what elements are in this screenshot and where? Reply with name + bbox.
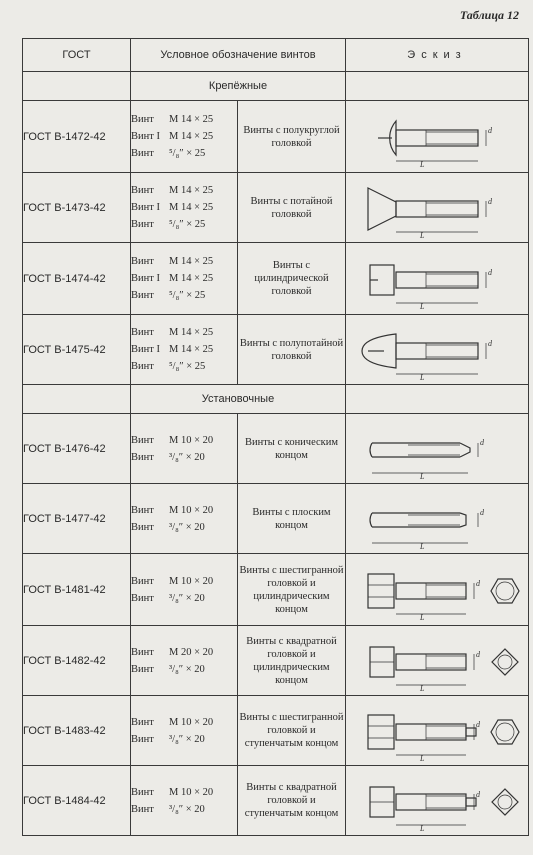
designation-line [131,216,237,233]
designation-mark: Винт [131,592,154,604]
table-row [23,484,529,554]
length-label: L [420,230,425,240]
designation-size: М 10 × 20 [169,434,214,446]
designation-line [131,784,237,801]
screw-table [22,38,529,836]
diameter-label: d [480,507,484,517]
screw-sketch-hex-step [348,697,526,765]
gost-number: ГОСТ В-1476-42 [23,414,131,484]
length-label: L [420,683,425,693]
diameter-label: d [476,789,480,799]
designation-line [131,714,237,731]
designation-line [131,324,237,341]
diameter-label: d [488,338,492,348]
designation-size: ⁵/₈″ × 25 [169,290,206,301]
designation-cell [131,484,238,554]
designation-mark: Винт [131,733,154,745]
designation-line [131,502,237,519]
designation-cell [131,243,238,315]
designation-line [131,253,237,270]
sketch-cell [346,626,529,696]
screw-description: Винты с цилиндрической головкой [238,243,346,315]
length-label: L [420,301,425,311]
screw-sketch-round-head [348,103,526,171]
designation-size: М 14 × 25 [169,114,214,125]
table-caption: Таблица 12 [459,8,519,22]
designation-size: ⁵/₈″ × 25 [169,361,206,372]
designation-line [131,358,237,375]
section-row [23,385,529,414]
screw-description: Винты с квадратной головкой и ступенчатым концом [238,766,346,836]
designation-cell [131,766,238,836]
table-row [23,101,529,173]
screw-sketch-set-flat [348,485,526,553]
designation-mark: Винт [131,361,154,372]
designation-size: ³/₈″ × 20 [169,592,205,604]
table-row [23,315,529,385]
designation-mark: Винт [131,185,154,196]
designation-mark: Винт [131,256,154,267]
designation-size: М 14 × 25 [169,256,214,267]
designation-mark: Винт I [131,273,160,284]
designation-mark: Винт I [131,344,160,355]
screw-sketch-square-cyl [348,627,526,695]
designation-mark: Винт [131,646,154,658]
length-label: L [420,753,425,763]
designation-cell [131,414,238,484]
designation-cell [131,315,238,385]
designation-line [131,519,237,536]
table-row [23,173,529,243]
gost-number: ГОСТ В-1482-42 [23,626,131,696]
designation-mark: Винт [131,803,154,815]
designation-line [131,644,237,661]
designation-line [131,573,237,590]
designation-size: М 14 × 25 [169,273,214,284]
designation-line [131,661,237,678]
diameter-label: d [476,649,480,659]
designation-mark: Винт I [131,202,160,213]
length-label: L [420,372,425,382]
screw-sketch-raised-countersunk [348,316,526,384]
designation-cell [131,696,238,766]
table-row [23,414,529,484]
table-row [23,696,529,766]
gost-number: ГОСТ В-1483-42 [23,696,131,766]
designation-size: М 10 × 20 [169,716,214,728]
gost-number: ГОСТ В-1475-42 [23,315,131,385]
sketch-cell [346,173,529,243]
length-label: L [420,159,425,169]
section-sketch-spacer [346,72,529,101]
designation-line [131,287,237,304]
designation-size: М 14 × 25 [169,344,214,355]
screw-sketch-cylinder-head [348,245,526,313]
designation-size: ³/₈″ × 20 [169,803,205,815]
sketch-cell [346,696,529,766]
designation-line [131,145,237,162]
designation-mark: Винт [131,663,154,675]
designation-mark: Винт [131,786,154,798]
section-sketch-spacer [346,385,529,414]
gost-number: ГОСТ В-1472-42 [23,101,131,173]
sketch-cell [346,554,529,626]
sketch-cell [346,766,529,836]
diameter-label: d [488,196,492,206]
designation-mark: Винт [131,575,154,587]
sketch-cell [346,243,529,315]
designation-size: М 14 × 25 [169,131,214,142]
designation-cell [131,554,238,626]
sketch-cell [346,101,529,173]
designation-size: ⁵/₈″ × 25 [169,219,206,230]
designation-size: ³/₈″ × 20 [169,733,205,745]
designation-line [131,731,237,748]
screw-sketch-hex-cyl [348,556,526,624]
designation-mark: Винт [131,114,154,125]
diameter-label: d [480,437,484,447]
designation-size: ⁵/₈″ × 25 [169,148,206,159]
designation-mark: Винт [131,148,154,159]
section-spacer [23,385,131,414]
designation-size: М 14 × 25 [169,185,214,196]
designation-size: ³/₈″ × 20 [169,521,205,533]
designation-cell [131,173,238,243]
designation-size: ³/₈″ × 20 [169,663,205,675]
gost-number: ГОСТ В-1473-42 [23,173,131,243]
designation-line [131,341,237,358]
table-row [23,766,529,836]
table-row [23,554,529,626]
screw-sketch-square-step [348,767,526,835]
designation-mark: Винт [131,521,154,533]
screw-description: Винты с полукруглой головкой [238,101,346,173]
screw-description: Винты с потайной головкой [238,173,346,243]
designation-mark: Винт [131,451,154,463]
screw-description: Винты с шестигранной головкой и цилиндрическим концом [238,554,346,626]
designation-line [131,182,237,199]
screw-description: Винты с шестигранной головкой и ступенчатым концом [238,696,346,766]
section-spacer [23,72,131,101]
length-label: L [420,541,425,551]
sketch-header: Эскиз [346,39,529,72]
designation-mark: Винт [131,290,154,301]
designation-line [131,449,237,466]
gost-header: ГОСТ [23,39,131,72]
screw-description: Винты с плоским концом [238,484,346,554]
gost-number: ГОСТ В-1481-42 [23,554,131,626]
gost-number: ГОСТ В-1484-42 [23,766,131,836]
designation-size: М 20 × 20 [169,646,214,658]
sketch-cell [346,484,529,554]
header-row [23,39,529,72]
section-row [23,72,529,101]
sketch-cell [346,315,529,385]
designation-line [131,128,237,145]
screw-description: Винты с полупотайной головкой [238,315,346,385]
designation-line [131,199,237,216]
designation-mark: Винт [131,327,154,338]
section-title: Крепёжные [131,72,346,101]
designation-line [131,111,237,128]
designation-mark: Винт [131,504,154,516]
designation-size: М 10 × 20 [169,504,214,516]
designation-size: М 10 × 20 [169,786,214,798]
diameter-label: d [476,719,480,729]
designation-header: Условное обозначение винтов [131,39,346,72]
diameter-label: d [488,267,492,277]
screw-description: Винты с коническим концом [238,414,346,484]
designation-cell [131,101,238,173]
designation-size: М 14 × 25 [169,202,214,213]
screw-sketch-set-cone [348,415,526,483]
designation-size: М 10 × 20 [169,575,214,587]
length-label: L [420,471,425,481]
gost-number: ГОСТ В-1474-42 [23,243,131,315]
diameter-label: d [476,578,480,588]
sketch-cell [346,414,529,484]
screw-description: Винты с квадратной головкой и цилиндрическим концом [238,626,346,696]
length-label: L [420,612,425,622]
screw-sketch-countersunk [348,174,526,242]
section-title: Установочные [131,385,346,414]
designation-mark: Винт [131,434,154,446]
designation-mark: Винт [131,219,154,230]
table-row [23,626,529,696]
length-label: L [420,823,425,833]
designation-line [131,801,237,818]
gost-number: ГОСТ В-1477-42 [23,484,131,554]
diameter-label: d [488,125,492,135]
designation-size: ³/₈″ × 20 [169,451,205,463]
designation-line [131,432,237,449]
designation-line [131,270,237,287]
designation-line [131,590,237,607]
designation-mark: Винт I [131,131,160,142]
designation-cell [131,626,238,696]
designation-size: М 14 × 25 [169,327,214,338]
table-row [23,243,529,315]
designation-mark: Винт [131,716,154,728]
